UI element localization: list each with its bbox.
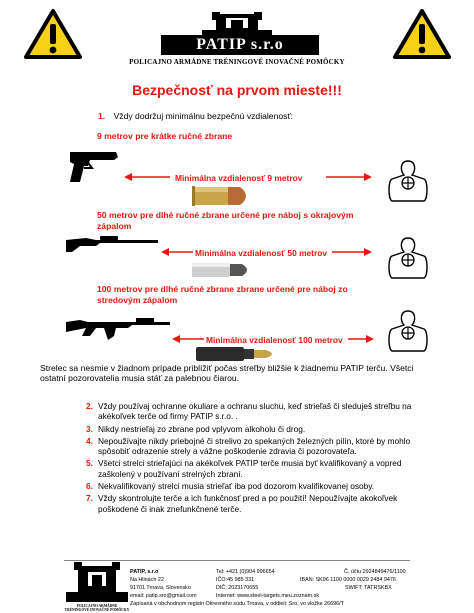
- rule-number: 2.: [86, 401, 93, 411]
- arrow-right-icon: [326, 172, 372, 182]
- footer-logo-icon: [66, 562, 128, 606]
- rules-list: [86, 401, 416, 516]
- page-title: Bezpečnosť na prvom mieste!!!: [132, 82, 342, 98]
- warning-triangle-icon: [24, 8, 82, 60]
- footer-internet[interactable]: Internet: www.steel-targets.meu.zoznam.sk: [216, 593, 320, 599]
- footer-tel: Tel: +421 (0)904 996654: [216, 569, 275, 575]
- rule-number: 5.: [86, 458, 93, 469]
- rule-text: Vždy skontrolujte terče a ich funkčnosť pred a po použití! Nepoužívajte akokoľvek poškodené či inak znefunkčnené terče.: [98, 493, 398, 514]
- distance-requirement: 50 metrov pre dlhé ručné zbrane určené pre náboj s okrajovým zápalom: [97, 210, 354, 231]
- rule-text: Nikdy nestrieľaj zo zbrane pod vplyvom alkoholu či drog.: [98, 423, 306, 434]
- min-distance-label: Minimálna vzdialenosť 100 metrov: [206, 335, 343, 345]
- footer-iban: IBAN: SK96 1100 0000 0029 2484 9476: [300, 577, 396, 583]
- company-logo: [128, 12, 346, 72]
- rule-number: 7.: [86, 493, 93, 504]
- logo-subtitle: POLICAJNO ARMÁDNE TRÉNINGOVÉ INOVAČNÉ POMÔCKY: [129, 58, 345, 66]
- pistol-cartridge-icon: [192, 185, 252, 207]
- min-distance-label: Minimálna vzdialenosť 50 metrov: [195, 248, 328, 258]
- logo-wordmark: PATIP s.r.o: [161, 35, 319, 55]
- rule-number: 4.: [86, 435, 93, 446]
- arrow-left-icon: [172, 334, 204, 344]
- rule-text: Vždy používaj ochranne okuliare a ochranu sluchu, keď strieľaš či sleduješ streľbu na akékoľvek terče od firmy PATIP s.r.o. .: [98, 401, 412, 422]
- footer-city: 91701 Trnava, Slovensko: [130, 585, 191, 591]
- pistol-icon: [68, 148, 120, 184]
- rule-number: 3.: [86, 423, 93, 434]
- rule-text: Všetci strelci strieľajúci na akékoľvek PATIP terče musia byť kvalifikovaný a vopred zaškolený v používaní strelných zbraní.: [98, 458, 402, 479]
- arrow-left-icon: [124, 172, 170, 182]
- rule-item: [86, 493, 416, 514]
- warning-triangle-icon: [393, 8, 451, 60]
- rule-number: 1.: [98, 111, 106, 121]
- footer-email[interactable]: email: patip.sro@gmail.com: [130, 593, 197, 599]
- footer-divider: [64, 560, 410, 561]
- rule-item: [86, 401, 416, 422]
- assault-rifle-icon: [66, 314, 172, 342]
- footer-swift: SWIFT: TATRSKBX: [345, 585, 392, 591]
- arrow-right-icon: [348, 334, 374, 344]
- rimfire-cartridge-icon: [192, 262, 252, 278]
- rule-item: [86, 424, 416, 434]
- fortress-icon: [202, 12, 272, 36]
- rule-number: 6.: [86, 481, 93, 492]
- footer-ico: IČO:45 985 331: [216, 577, 255, 583]
- arrow-right-icon: [332, 247, 372, 257]
- footer-dic: DIČ: 2023170655: [216, 585, 259, 591]
- rule-item: [86, 436, 416, 457]
- target-silhouette-icon: [386, 159, 430, 203]
- footer-logo-subtitle: POLICAJNO ARMÁDNE TRÉNINGOVÉ INOVAČNÉ POMÔCKY: [64, 604, 130, 612]
- distance-requirement: 100 metrov pre dlhé ručné zbrane zbrane určené pre náboj zo stredovým zápalom: [97, 284, 348, 305]
- arrow-left-icon: [161, 247, 193, 257]
- centerfire-cartridge-icon: [196, 346, 278, 362]
- rule-text: Nepoužívajte nikdy priebojné či strelivo zo spekaných železných pilín, ktoré by mohlo spôsobiť odrazenie strely a vážne poškodenie zdravia či pozorovateľa.: [98, 435, 411, 457]
- rule-item: [86, 458, 416, 479]
- rule-text: Nekvalifikovaný strelci musia strieľať iba pod dozorom kvalifikovanej osoby.: [98, 481, 375, 492]
- min-distance-label: Minimálna vzdialenosť 9 metrov: [175, 173, 303, 183]
- footer-company: PATIP, s.r.o: [130, 569, 159, 575]
- rule-item: [86, 481, 416, 491]
- footer-street: Na Hlinách 22: [130, 577, 164, 583]
- rule-1: [98, 111, 293, 121]
- rifle-icon: [66, 234, 160, 254]
- rule-text: Vždy dodržuj minimálnu bezpečnú vzdialenosť:: [113, 111, 294, 121]
- target-silhouette-icon: [386, 309, 430, 353]
- distance-requirement: 9 metrov pre krátke ručné zbrane: [97, 131, 233, 141]
- target-silhouette-icon: [386, 236, 430, 280]
- footer-register: Zapísaná v obchodnom registri Okresného súdu Trnava, v oddieli: Sro, vo vložke 26696/T: [130, 601, 344, 607]
- intro-paragraph: Strelec sa nesmie v žiadnom prípade priblížiť počas streľby bližšie k žiadnemu PATIP terču. Všetci ostatní pozorovatelia musia stáť za palebnou čiarou.: [40, 363, 414, 384]
- footer-account: Č. účtu:2924849476/1100: [344, 569, 406, 575]
